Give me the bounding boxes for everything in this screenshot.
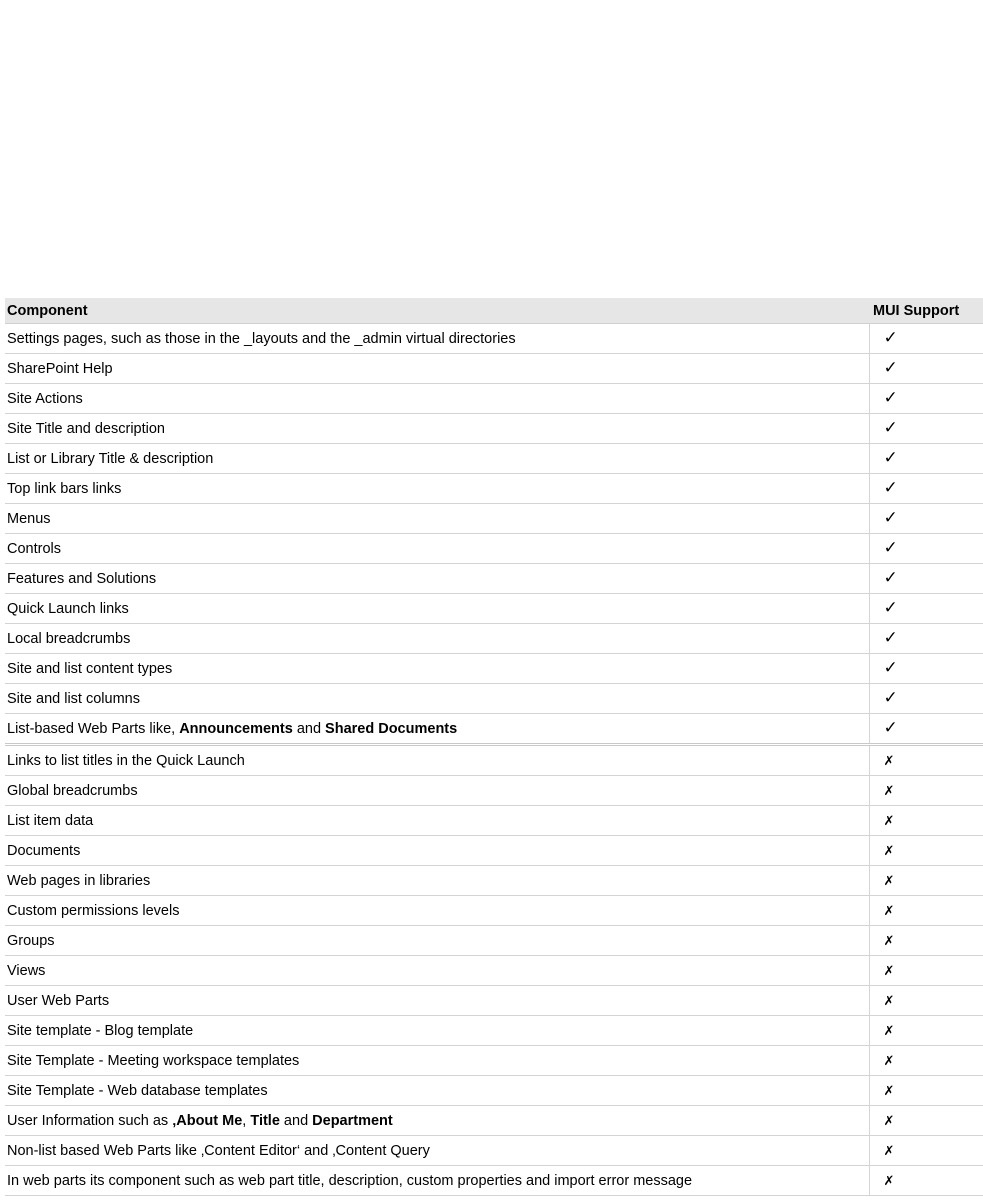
table-row [5, 745, 983, 776]
cross-icon: ✗ [883, 993, 895, 1009]
mui-support-cell [869, 806, 983, 836]
component-text: SharePoint Help [7, 360, 113, 377]
mui-support-cell [869, 836, 983, 866]
table-row [5, 684, 983, 714]
table-row [5, 354, 983, 384]
component-cell [5, 384, 869, 414]
table-row [5, 384, 983, 414]
checkmark-icon: ✓ [883, 358, 898, 378]
checkmark-icon: ✓ [883, 688, 898, 708]
table-header-row [5, 298, 983, 324]
table-row [5, 714, 983, 745]
cross-icon: ✗ [883, 1083, 895, 1099]
table-row [5, 1076, 983, 1106]
table-row [5, 1016, 983, 1046]
component-cell [5, 866, 869, 896]
mui-support-cell [869, 414, 983, 444]
checkmark-icon: ✓ [883, 508, 898, 528]
mui-support-cell [869, 745, 983, 776]
component-cell [5, 1166, 869, 1196]
mui-support-cell [869, 866, 983, 896]
component-text: In web parts its component such as web part title, description, custom properties and import error message [7, 1172, 693, 1189]
checkmark-icon: ✓ [883, 538, 898, 558]
table-row [5, 1106, 983, 1136]
component-cell [5, 1136, 869, 1166]
mui-support-cell [869, 896, 983, 926]
table-row [5, 564, 983, 594]
checkmark-icon: ✓ [883, 448, 898, 468]
checkmark-icon: ✓ [883, 658, 898, 678]
mui-support-cell [869, 534, 983, 564]
component-text: Groups [7, 932, 55, 949]
component-text: Site Template - Meeting workspace templates [7, 1052, 300, 1069]
component-cell [5, 714, 869, 745]
table-row [5, 836, 983, 866]
component-text: Quick Launch links [7, 600, 129, 617]
component-cell [5, 444, 869, 474]
component-text: Global breadcrumbs [7, 782, 138, 799]
component-cell [5, 745, 869, 776]
table-body [5, 324, 983, 1196]
cross-icon: ✗ [883, 1173, 895, 1189]
mui-support-cell [869, 1166, 983, 1196]
cross-icon: ✗ [883, 753, 895, 769]
table-row [5, 986, 983, 1016]
checkmark-icon: ✓ [883, 388, 898, 408]
mui-support-cell [869, 1106, 983, 1136]
table-row [5, 444, 983, 474]
component-text: Custom permissions levels [7, 902, 180, 919]
table-row [5, 624, 983, 654]
component-cell [5, 354, 869, 384]
mui-support-column-header: MUI Support [869, 298, 983, 324]
table-row [5, 474, 983, 504]
mui-support-cell [869, 654, 983, 684]
component-cell [5, 564, 869, 594]
mui-support-cell [869, 986, 983, 1016]
mui-support-cell [869, 1076, 983, 1106]
mui-support-cell [869, 384, 983, 414]
table-row [5, 1046, 983, 1076]
checkmark-icon: ✓ [883, 478, 898, 498]
component-text: Site and list columns [7, 690, 140, 707]
mui-support-cell [869, 444, 983, 474]
table-row [5, 776, 983, 806]
table-row [5, 866, 983, 896]
component-text: Web pages in libraries [7, 872, 151, 889]
mui-support-cell [869, 624, 983, 654]
table-row [5, 594, 983, 624]
component-column-header: Component [5, 298, 869, 324]
component-text-bold: Title [250, 1112, 280, 1129]
mui-support-cell [869, 504, 983, 534]
component-text: , [242, 1112, 251, 1129]
component-text: Links to list titles in the Quick Launch [7, 752, 245, 769]
component-cell [5, 654, 869, 684]
component-text: Settings pages, such as those in the _layouts and the _admin virtual directories [7, 330, 516, 347]
component-cell [5, 534, 869, 564]
component-text: Site Template - Web database templates [7, 1082, 268, 1099]
table-row [5, 806, 983, 836]
component-text: List item data [7, 812, 94, 829]
checkmark-icon: ✓ [883, 568, 898, 588]
component-cell [5, 1106, 869, 1136]
component-cell [5, 594, 869, 624]
cross-icon: ✗ [883, 963, 895, 979]
cross-icon: ✗ [883, 1053, 895, 1069]
component-cell [5, 1016, 869, 1046]
component-cell [5, 836, 869, 866]
mui-support-cell [869, 714, 983, 745]
component-cell [5, 926, 869, 956]
component-cell [5, 956, 869, 986]
component-text: Menus [7, 510, 51, 527]
component-text: Site and list content types [7, 660, 173, 677]
component-cell [5, 986, 869, 1016]
component-cell [5, 684, 869, 714]
mui-support-cell [869, 926, 983, 956]
table-row [5, 504, 983, 534]
component-text: Site Actions [7, 390, 83, 407]
mui-support-cell [869, 956, 983, 986]
component-cell [5, 1076, 869, 1106]
component-text: and [292, 720, 326, 737]
mui-support-cell [869, 324, 983, 354]
cross-icon: ✗ [883, 933, 895, 949]
mui-support-sheet [5, 298, 983, 1196]
component-cell [5, 806, 869, 836]
mui-support-table [5, 298, 983, 1196]
component-cell [5, 414, 869, 444]
mui-support-cell [869, 1016, 983, 1046]
component-text: Local breadcrumbs [7, 630, 131, 647]
checkmark-icon: ✓ [883, 628, 898, 648]
component-cell [5, 624, 869, 654]
cross-icon: ✗ [883, 813, 895, 829]
component-cell [5, 1046, 869, 1076]
checkmark-icon: ✓ [883, 328, 898, 348]
component-text-bold: ‚About Me [172, 1112, 243, 1129]
mui-support-cell [869, 776, 983, 806]
checkmark-icon: ✓ [883, 418, 898, 438]
table-row [5, 926, 983, 956]
cross-icon: ✗ [883, 1023, 895, 1039]
cross-icon: ✗ [883, 903, 895, 919]
component-cell [5, 474, 869, 504]
table-row [5, 324, 983, 354]
table-row [5, 956, 983, 986]
checkmark-icon: ✓ [883, 718, 898, 738]
component-text: Top link bars links [7, 480, 122, 497]
cross-icon: ✗ [883, 1143, 895, 1159]
mui-support-cell [869, 684, 983, 714]
component-text: User Web Parts [7, 992, 110, 1009]
component-text: Views [7, 962, 46, 979]
table-row [5, 1166, 983, 1196]
cross-icon: ✗ [883, 783, 895, 799]
component-text: List or Library Title & description [7, 450, 214, 467]
component-text: Documents [7, 842, 81, 859]
mui-support-cell [869, 354, 983, 384]
mui-support-cell [869, 1046, 983, 1076]
component-cell [5, 776, 869, 806]
component-text: Non-list based Web Parts like ‚Content Editor‘ and ‚Content Query [7, 1142, 430, 1159]
checkmark-icon: ✓ [883, 598, 898, 618]
component-text: List-based Web Parts like, [7, 720, 180, 737]
component-cell [5, 504, 869, 534]
component-text: User Information such as [7, 1112, 173, 1129]
table-row [5, 1136, 983, 1166]
mui-support-cell [869, 1136, 983, 1166]
table-row [5, 896, 983, 926]
component-text: Site Title and description [7, 420, 165, 437]
component-text: Site template - Blog template [7, 1022, 194, 1039]
cross-icon: ✗ [883, 1113, 895, 1129]
table-row [5, 414, 983, 444]
component-text: Features and Solutions [7, 570, 157, 587]
component-text: Controls [7, 540, 61, 557]
component-cell [5, 324, 869, 354]
cross-icon: ✗ [883, 873, 895, 889]
mui-support-cell [869, 564, 983, 594]
table-row [5, 654, 983, 684]
mui-support-cell [869, 474, 983, 504]
table-row [5, 534, 983, 564]
mui-support-cell [869, 594, 983, 624]
component-text-bold: Department [312, 1112, 393, 1129]
component-text-bold: Shared Documents [325, 720, 458, 737]
component-text-bold: Announcements [179, 720, 293, 737]
component-cell [5, 896, 869, 926]
cross-icon: ✗ [883, 843, 895, 859]
component-text: and [279, 1112, 313, 1129]
